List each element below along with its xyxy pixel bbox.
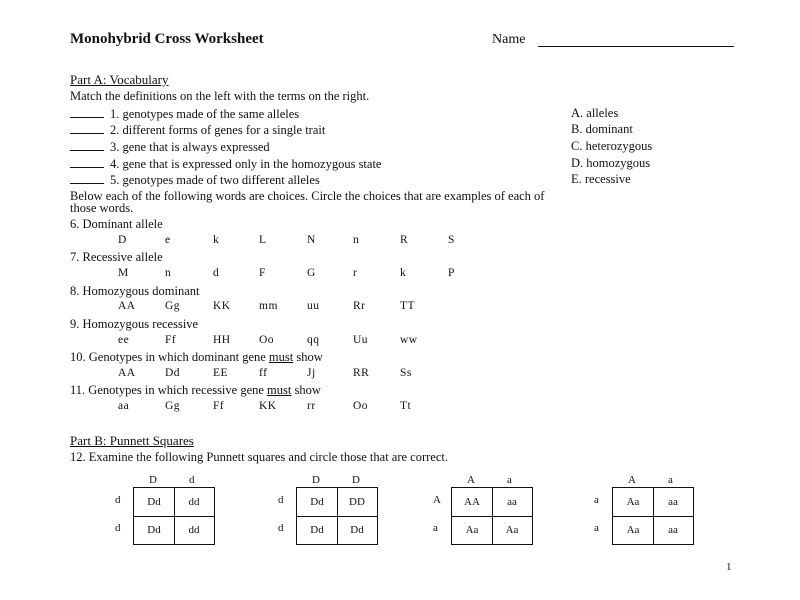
punnett-cell: Aa xyxy=(465,524,479,536)
choice-option[interactable]: D xyxy=(118,234,127,246)
choice-option[interactable]: KK xyxy=(259,400,277,412)
punnett-side-allele: d xyxy=(278,522,284,534)
question-10-label xyxy=(70,350,323,365)
part-b-heading: Part B: Punnett Squares xyxy=(70,433,194,448)
punnett-cell: DD xyxy=(349,496,365,508)
choice-option[interactable]: rr xyxy=(307,400,316,412)
punnett-cell: AA xyxy=(464,496,480,508)
question-8-label: 8. Homozygous dominant xyxy=(70,284,200,298)
punnett-cell: dd xyxy=(188,496,200,508)
choice-option[interactable]: r xyxy=(353,267,358,279)
choice-option[interactable]: mm xyxy=(259,300,278,312)
label-emphasis: must xyxy=(267,383,292,397)
term-b: B. dominant xyxy=(571,122,633,136)
answer-blank xyxy=(70,156,104,168)
definition-text: 4. gene that is expressed only in the homozygous state xyxy=(110,157,382,171)
choice-option[interactable]: Tt xyxy=(400,400,412,412)
punnett-top-allele: a xyxy=(507,474,512,486)
choice-option[interactable]: n xyxy=(165,267,172,279)
definition-text: 2. different forms of genes for a single trait xyxy=(110,123,326,137)
answer-blank xyxy=(70,139,104,151)
choice-option[interactable]: Jj xyxy=(307,367,316,379)
choice-option[interactable]: N xyxy=(307,234,316,246)
part-a-instruction: Match the definitions on the left with the terms on the right. xyxy=(70,89,370,103)
question-6-label: 6. Dominant allele xyxy=(70,217,163,231)
choice-option[interactable]: n xyxy=(353,234,360,246)
choice-option[interactable]: aa xyxy=(118,400,130,412)
punnett-cell: Aa xyxy=(626,524,640,536)
choice-option[interactable]: Uu xyxy=(353,334,369,346)
punnett-cell: Aa xyxy=(626,496,640,508)
choice-option[interactable]: L xyxy=(259,234,267,246)
choice-option[interactable]: R xyxy=(400,234,409,246)
choice-option[interactable]: Oo xyxy=(353,400,369,412)
definition-text: 1. genotypes made of the same alleles xyxy=(110,107,300,121)
label-text: show xyxy=(293,350,323,364)
term-a: A. alleles xyxy=(571,106,619,120)
punnett-cell: dd xyxy=(188,524,200,536)
choice-option[interactable]: uu xyxy=(307,300,320,312)
choice-option[interactable]: TT xyxy=(400,300,416,312)
choice-option[interactable]: HH xyxy=(213,334,231,346)
choice-option[interactable]: AA xyxy=(118,300,136,312)
choice-option[interactable]: Gg xyxy=(165,400,181,412)
question-9-label: 9. Homozygous recessive xyxy=(70,317,199,331)
punnett-top-allele: D xyxy=(352,474,360,486)
punnett-side-allele: d xyxy=(115,522,121,534)
term-c: C. heterozygous xyxy=(571,139,653,153)
punnett-cell: aa xyxy=(507,496,517,508)
page-number: 1 xyxy=(726,561,732,573)
answer-blank xyxy=(70,172,104,184)
label-text: 10. Genotypes in which dominant gene xyxy=(70,350,269,364)
choice-option[interactable]: ww xyxy=(400,334,418,346)
term-e: E. recessive xyxy=(571,172,631,186)
punnett-side-allele: a xyxy=(594,522,599,534)
choice-instruction-line-2: those words. xyxy=(70,201,134,215)
punnett-top-allele: a xyxy=(668,474,673,486)
choice-option[interactable]: Ff xyxy=(213,400,225,412)
punnett-side-allele: d xyxy=(278,494,284,506)
punnett-top-allele: A xyxy=(467,474,475,486)
choice-option[interactable]: G xyxy=(307,267,316,279)
choice-option[interactable]: Gg xyxy=(165,300,181,312)
choice-option[interactable]: ff xyxy=(259,367,268,379)
question-7-label: 7. Recessive allele xyxy=(70,250,163,264)
punnett-side-allele: A xyxy=(433,494,441,506)
punnett-cell: Dd xyxy=(147,524,161,536)
choice-option[interactable]: d xyxy=(213,267,220,279)
choice-option[interactable]: qq xyxy=(307,334,320,346)
choice-option[interactable]: RR xyxy=(353,367,370,379)
choice-option[interactable]: k xyxy=(400,267,407,279)
choice-option[interactable]: ee xyxy=(118,334,130,346)
label-text: 11. Genotypes in which recessive gene xyxy=(70,383,268,397)
punnett-cell: Dd xyxy=(310,496,324,508)
definition-2 xyxy=(70,122,325,138)
punnett-square-4[interactable] xyxy=(612,487,694,545)
punnett-top-allele: D xyxy=(312,474,320,486)
answer-blank xyxy=(70,106,104,118)
label-text: show xyxy=(291,383,321,397)
punnett-top-allele: D xyxy=(149,474,157,486)
name-label: Name xyxy=(492,32,526,47)
punnett-square-2[interactable] xyxy=(296,487,378,545)
term-d: D. homozygous xyxy=(571,156,651,170)
definition-1 xyxy=(70,106,299,122)
choice-option[interactable]: Ss xyxy=(400,367,412,379)
punnett-cell: aa xyxy=(668,524,678,536)
worksheet-title: Monohybrid Cross Worksheet xyxy=(70,31,264,47)
punnett-top-allele: A xyxy=(628,474,636,486)
punnett-cell: Dd xyxy=(350,524,364,536)
punnett-top-allele: d xyxy=(189,474,195,486)
choice-option[interactable]: k xyxy=(213,234,220,246)
definition-text: 5. genotypes made of two different alleles xyxy=(110,173,320,187)
punnett-square-1[interactable] xyxy=(133,487,215,545)
punnett-side-allele: d xyxy=(115,494,121,506)
punnett-cell: aa xyxy=(668,496,678,508)
punnett-cell: Dd xyxy=(310,524,324,536)
definition-3 xyxy=(70,139,270,155)
answer-blank xyxy=(70,122,104,134)
definition-text: 3. gene that is always expressed xyxy=(110,140,270,154)
choice-option[interactable]: S xyxy=(448,234,455,246)
choice-option[interactable]: Oo xyxy=(259,334,275,346)
choice-instruction-line-1: Below each of the following words are choices. Circle the choices that are examples of each of xyxy=(70,189,545,203)
question-11-label xyxy=(70,383,321,398)
choice-option[interactable]: P xyxy=(448,267,455,279)
name-blank-line xyxy=(538,46,734,47)
choice-option[interactable]: Rr xyxy=(353,300,366,312)
choice-option[interactable]: EE xyxy=(213,367,229,379)
punnett-cell: Aa xyxy=(505,524,519,536)
choice-option[interactable]: M xyxy=(118,267,129,279)
punnett-square-3[interactable] xyxy=(451,487,533,545)
punnett-side-allele: a xyxy=(433,522,438,534)
choice-option[interactable]: Ff xyxy=(165,334,177,346)
choice-option[interactable]: F xyxy=(259,267,266,279)
choice-option[interactable]: AA xyxy=(118,367,136,379)
punnett-side-allele: a xyxy=(594,494,599,506)
label-emphasis: must xyxy=(268,350,294,364)
part-b-instruction: 12. Examine the following Punnett squares and circle those that are correct. xyxy=(70,450,448,464)
choice-option[interactable]: KK xyxy=(213,300,231,312)
choice-option[interactable]: e xyxy=(165,234,171,246)
definition-5 xyxy=(70,172,320,188)
choice-option[interactable]: Dd xyxy=(165,367,181,379)
definition-4 xyxy=(70,156,381,172)
punnett-cell: Dd xyxy=(147,496,161,508)
part-a-heading: Part A: Vocabulary xyxy=(70,72,169,87)
